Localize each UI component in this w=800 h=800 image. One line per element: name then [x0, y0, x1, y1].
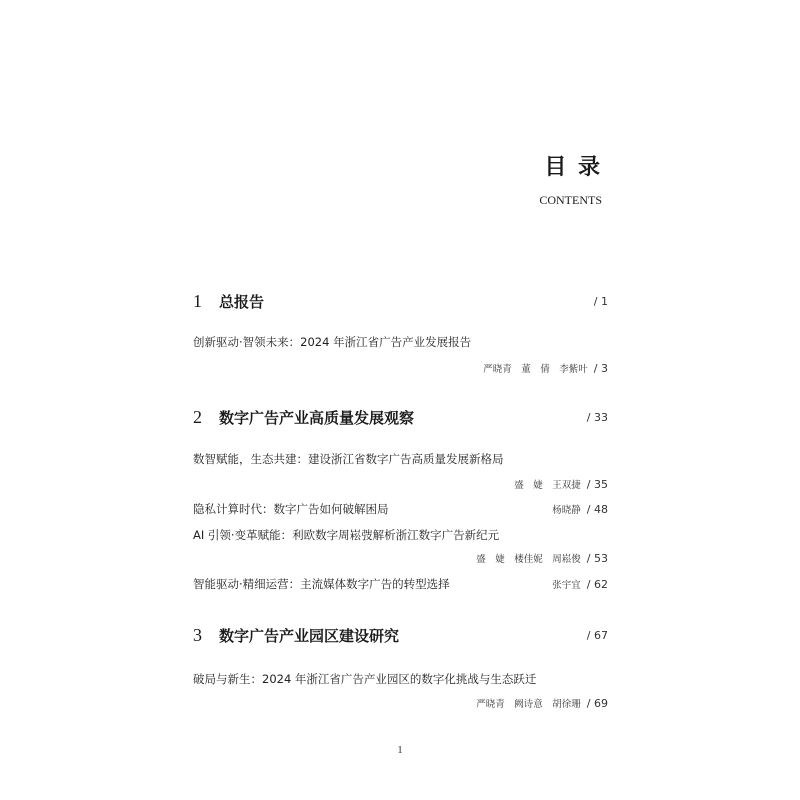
toc-entry-authors: [193, 696, 608, 710]
entry-page: / 48: [586, 502, 608, 516]
section-heading-2[interactable]: [193, 407, 608, 428]
section-page: / 1: [593, 295, 608, 308]
toc-entry-authors: [193, 551, 608, 565]
section-title: 数字广告产业园区建设研究: [219, 627, 400, 645]
entry-title: 创新驱动·智领未来：2024 年浙江省广告产业发展报告: [193, 335, 472, 349]
section-heading-3[interactable]: [193, 625, 608, 646]
entry-page: / 53: [586, 551, 608, 565]
entry-authors: 张宇宜: [552, 580, 581, 591]
page-title: 目 录: [544, 154, 602, 180]
toc-entry-authors: [193, 477, 608, 491]
toc-entry[interactable]: [193, 334, 608, 350]
entry-title: 破局与新生：2024 年浙江省广告产业园区的数字化挑战与生态跃迁: [193, 672, 537, 686]
toc-entry[interactable]: [193, 451, 608, 467]
section-page: / 67: [586, 629, 608, 642]
section-title: 数字广告产业高质量发展观察: [219, 409, 415, 427]
section-number: 3: [193, 625, 202, 645]
toc-entry-authors: [193, 361, 608, 375]
section-number: 1: [193, 291, 202, 311]
page-subtitle: CONTENTS: [539, 193, 602, 207]
entry-page: / 35: [586, 477, 608, 491]
entry-title: 数智赋能，生态共建：建设浙江省数字广告高质量发展新格局: [193, 452, 504, 466]
section-heading-1[interactable]: [193, 291, 608, 312]
entry-page: / 69: [586, 696, 608, 710]
entry-authors: 严晓青 阙诗意 胡徐珊: [476, 699, 581, 710]
entry-page: / 62: [586, 577, 608, 591]
page-number: 1: [397, 744, 403, 756]
entry-title: 智能驱动·精细运营：主流媒体数字广告的转型选择: [193, 577, 450, 591]
section-title: 总报告: [219, 293, 265, 311]
entry-title: AI 引领·变革赋能：利欧数字周崧弢解析浙江数字广告新纪元: [193, 528, 500, 542]
entry-title: 隐私计算时代：数字广告如何破解困局: [193, 502, 389, 516]
entry-authors: 杨晓静: [552, 505, 581, 516]
entry-authors: 盛 婕 楼佳妮 周崧俊: [476, 554, 581, 565]
section-number: 2: [193, 407, 202, 427]
section-page: / 33: [586, 411, 608, 424]
toc-entry[interactable]: [193, 576, 608, 592]
entry-page: / 3: [593, 361, 608, 375]
toc-entry[interactable]: [193, 671, 608, 687]
toc-entry[interactable]: [193, 501, 608, 517]
entry-authors: 严晓青 董 倩 李紫叶: [483, 364, 588, 375]
toc-entry[interactable]: [193, 527, 608, 543]
entry-authors: 盛 婕 王双捷: [514, 480, 581, 491]
